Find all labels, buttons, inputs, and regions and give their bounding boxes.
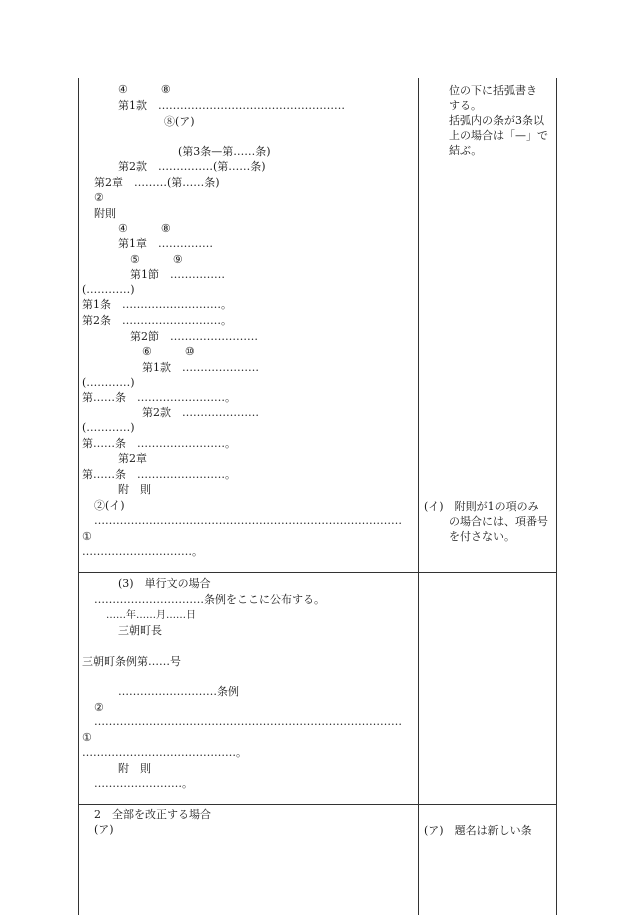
clause-1-line: 第1款 ………………… — [142, 361, 259, 374]
table-column-divider — [418, 78, 419, 915]
supplementary-heading: 附則 — [94, 207, 116, 220]
ordinance-title-line: ………………………条例 — [118, 685, 239, 698]
chapter-2-line: 第2章 ………(第……条) — [94, 176, 220, 189]
article-line: 第……条 ……………………。 — [82, 468, 236, 481]
body-text-line: ……………………。 — [94, 777, 193, 790]
paragraph-number-line: ④ ⑧ — [118, 222, 171, 235]
section-1-line: 第1節 …………… — [130, 268, 225, 281]
row-divider-1 — [78, 572, 557, 573]
paragraph-number-line: ⑥ ⑩ — [142, 345, 195, 358]
clause-2-line: 第2款 ………………… — [142, 406, 259, 419]
note-line: 上の場合は「—」で — [449, 129, 548, 142]
paragraph-number-line: ② — [94, 191, 104, 204]
body-text-line: ……………………………………。 — [82, 746, 247, 759]
clause-2-line: 第2款 ……………(第……条) — [118, 160, 266, 173]
caption-line: (…………) — [82, 421, 135, 434]
paragraph-number-line: ②(イ) — [94, 499, 125, 512]
clause-1-line: 第1款 …………………………………………… — [118, 99, 345, 112]
chapter-2-line: 第2章 — [118, 452, 147, 465]
article-line: 第……条 ……………………。 — [82, 391, 236, 404]
section-2-line: 第2節 …………………… — [130, 330, 258, 343]
chapter-1-line: 第1章 …………… — [118, 237, 213, 250]
paragraph-number-line: ④ ⑧ — [118, 83, 171, 96]
mayor-line: 三朝町長 — [118, 624, 162, 637]
note-line: の場合には、項番号 — [449, 515, 548, 528]
body-text-line: …………………………。 — [82, 545, 203, 558]
row-divider-2 — [78, 804, 557, 805]
paragraph-number-line: ⑤ ⑨ — [130, 253, 183, 266]
date-line: ……年……月……日 — [106, 610, 196, 621]
article-1-line: 第1条 ………………………。 — [82, 298, 232, 311]
note-line: 結ぶ。 — [449, 144, 483, 157]
paragraph-number-line: ② — [94, 701, 104, 714]
caption-line: (…………) — [82, 376, 135, 389]
caption-line: (…………) — [82, 283, 135, 296]
paragraph-number-line: ① — [82, 731, 92, 744]
note-line: 括弧内の条が3条以 — [449, 114, 544, 127]
article-range-line: (第3条—第……条) — [178, 145, 271, 158]
article-line: 第……条 ……………………。 — [82, 437, 236, 450]
section-heading: 2 全部を改正する場合 — [94, 808, 211, 821]
paragraph-number-line: ① — [82, 530, 92, 543]
supplementary-heading: 附 則 — [118, 483, 151, 496]
table-left-border — [78, 78, 79, 915]
ordinance-number-line: 三朝町条例第……号 — [82, 655, 181, 668]
note-line: (ア) 題名は新しい条 — [424, 824, 532, 837]
article-2-line: 第2条 ………………………。 — [82, 314, 232, 327]
note-line: する。 — [449, 99, 482, 112]
promulgation-line: …………………………条例をここに公布する。 — [94, 593, 325, 606]
note-line: を付さない。 — [449, 530, 515, 543]
note-line: (イ) 附則が1の項のみ — [424, 500, 539, 513]
body-text-line: ………………………………………………………………………… — [94, 514, 402, 527]
table-right-border — [556, 78, 557, 915]
note-line: 位の下に括弧書き — [449, 84, 537, 97]
paragraph-number-line: ⑧(ア) — [164, 115, 195, 128]
body-text-line: ………………………………………………………………………… — [94, 715, 402, 728]
subsection-heading: (3) 単行文の場合 — [118, 577, 211, 590]
supplementary-heading: 附 則 — [118, 762, 151, 775]
item-marker: (ア) — [94, 823, 114, 836]
